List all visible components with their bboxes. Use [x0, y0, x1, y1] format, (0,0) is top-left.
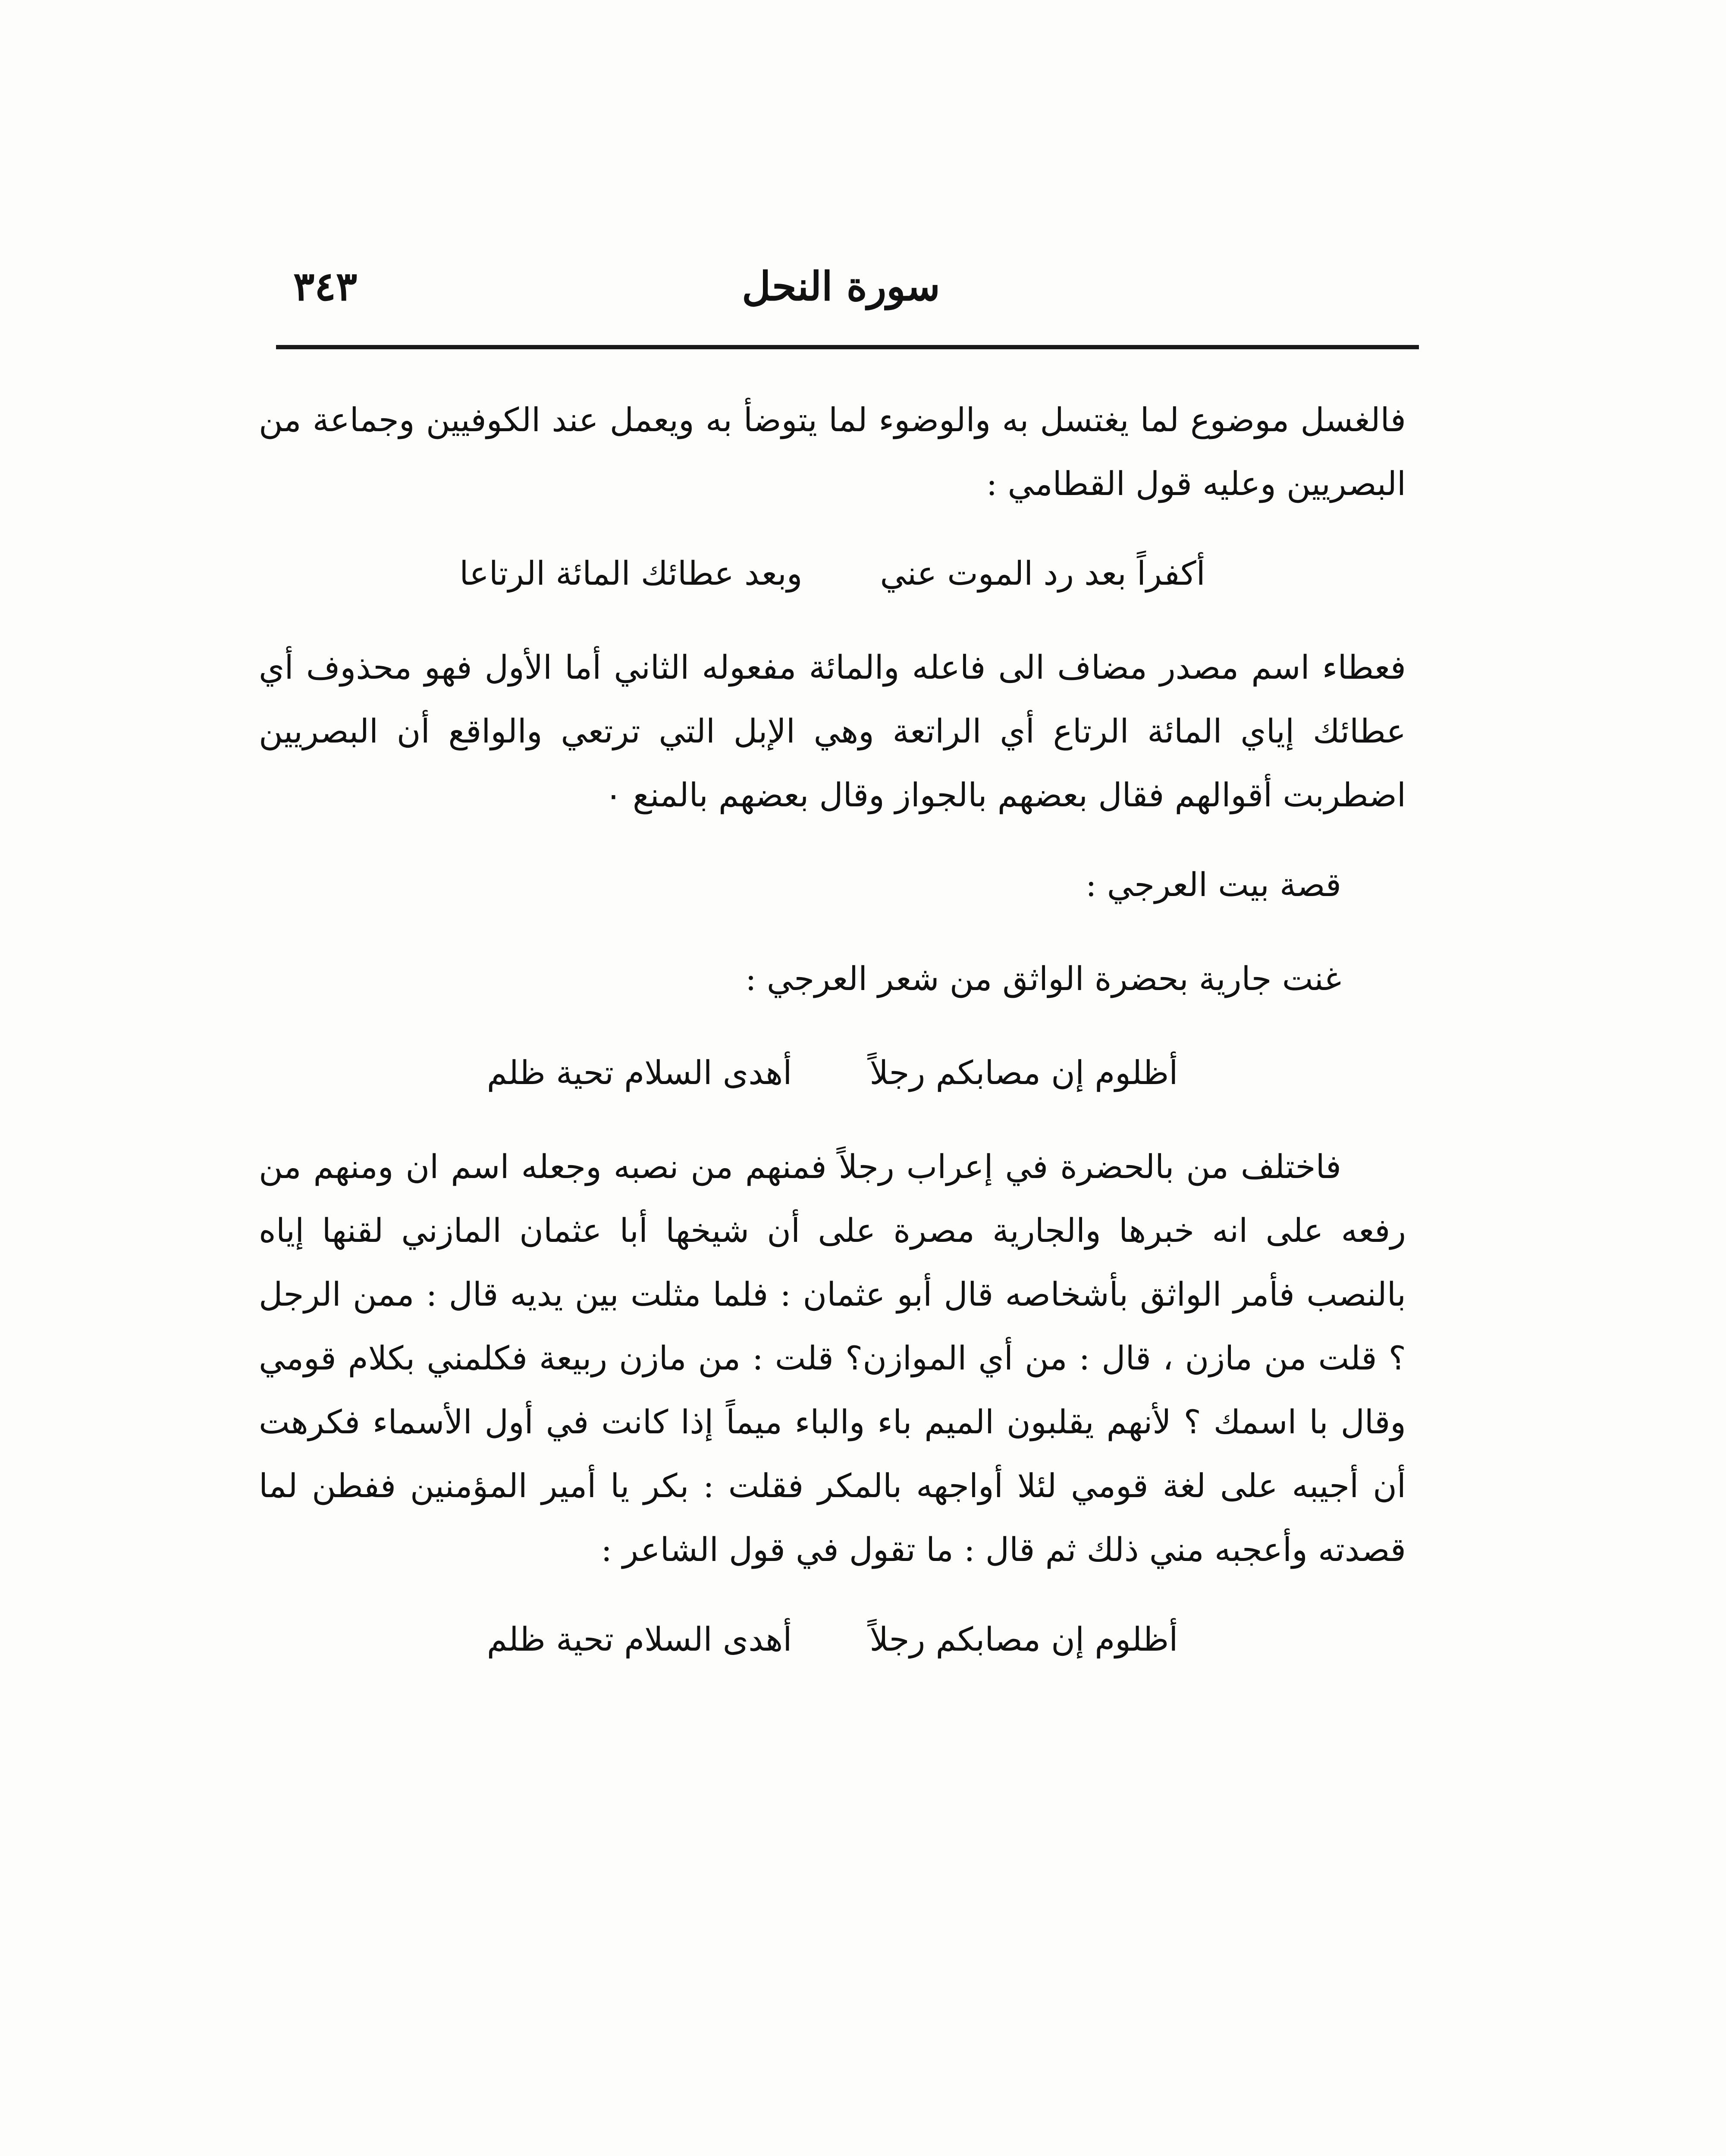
- header-rule: [276, 345, 1419, 349]
- paragraph-2: فعطاء اسم مصدر مضاف الى فاعله والمائة مفعوله الثاني أما الأول فهو محذوف أي عطائك إياي المائة الرتاع أي الراتعة وهي الإبل التي ترتعي والواقع أن البصريين اضطربت أقوالهم فقال بعضهم بالجواز وقال بعضهم بالمنع ٠: [259, 648, 1406, 814]
- verse-1: [259, 542, 1406, 605]
- page-body: [259, 388, 1406, 1702]
- page-title: سورة النحل: [742, 263, 940, 310]
- verse-2-first-hemistich: أظلوم إن مصابكم رجلاً: [869, 1053, 1178, 1092]
- verse-1-second-hemistich: وبعد عطائك المائة الرتاعا: [459, 554, 803, 592]
- verse-3-first-hemistich: أظلوم إن مصابكم رجلاً: [869, 1620, 1178, 1658]
- verse-2-second-hemistich: أهدى السلام تحية ظلم: [486, 1053, 792, 1092]
- section-heading: قصة بيت العرجي :: [1086, 865, 1341, 904]
- page-header: [259, 254, 1423, 323]
- verse-3-second-hemistich: أهدى السلام تحية ظلم: [486, 1620, 792, 1658]
- page-number: ٣٤٣: [293, 263, 358, 310]
- paragraph-3: غنت جارية بحضرة الواثق من شعر العرجي :: [745, 959, 1341, 998]
- verse-2: [259, 1041, 1406, 1105]
- verse-1-first-hemistich: أكفراً بعد رد الموت عني: [880, 554, 1205, 592]
- verse-3: [259, 1608, 1406, 1671]
- paragraph-4: فاختلف من بالحضرة في إعراب رجلاً فمنهم من نصبه وجعله اسم ان ومنهم من رفعه على انه خبرها والجارية مصرة على أن شيخها أبا عثمان المازني لقنها إياه بالنصب فأمر الواثق بأشخاصه قال أبو عثمان : فلما مثلت بين يديه قال : ممن الرجل ؟ قلت من مازن ، قال : من أي الموازن؟ قلت : من مازن ربيعة فكلمني بكلام قومي وقال با اسمك ؟ لأنهم يقلبون الميم باء والباء ميماً إذا كانت في أول الأسماء فكرهت أن أجيبه على لغة قومي لئلا أواجهه بالمكر فقلت : بكر يا أمير المؤمنين ففطن لما قصدته وأعجبه مني ذلك ثم قال : ما تقول في قول الشاعر :: [259, 1147, 1406, 1569]
- paragraph-1: فالغسل موضوع لما يغتسل به والوضوء لما يتوضأ به ويعمل عند الكوفيين وجماعة من البصريين وعليه قول القطامي :: [259, 401, 1406, 503]
